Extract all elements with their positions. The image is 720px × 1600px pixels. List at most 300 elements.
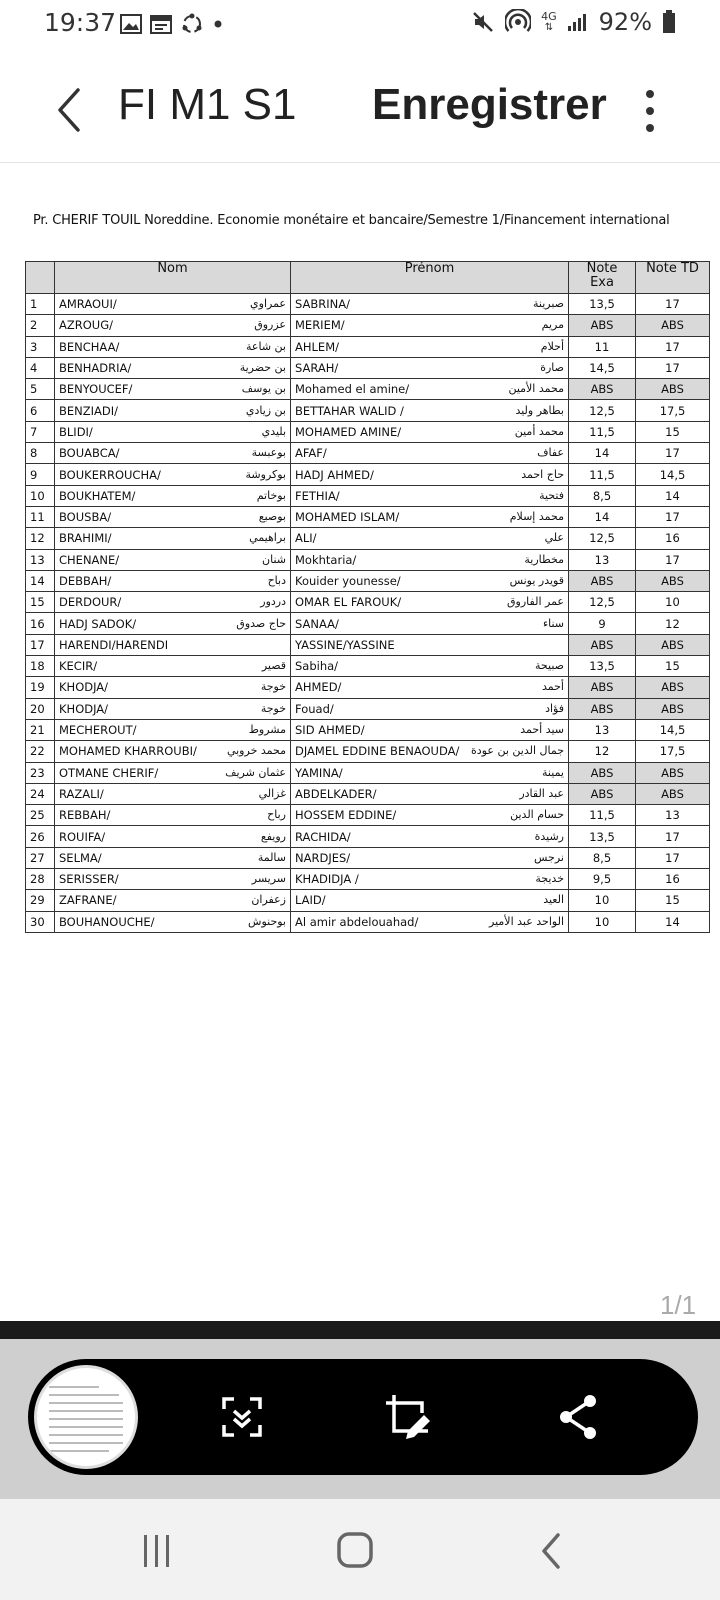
- nom-cell: [55, 336, 291, 357]
- prenom-cell: [291, 826, 569, 847]
- note-td-cell: [636, 485, 710, 506]
- row-number: [26, 677, 55, 698]
- note-exa-value: 8,5: [592, 850, 612, 865]
- note-td-cell: [636, 783, 710, 804]
- note-exa-value: ABS: [590, 318, 614, 333]
- nom-cell: [55, 847, 291, 868]
- nom-cell: [55, 421, 291, 442]
- nom-cell: [55, 656, 291, 677]
- nom-latin: REBBAH/: [59, 808, 111, 823]
- nom-latin: BOUABCA/: [59, 446, 120, 461]
- prenom-latin: HOSSEM EDDINE/: [295, 808, 397, 823]
- nom-cell: [55, 443, 291, 464]
- nom-cell: [55, 506, 291, 527]
- prenom-arabic: علي: [544, 531, 564, 545]
- table-row: [26, 656, 710, 677]
- nom-latin: ZAFRANE/: [59, 893, 117, 908]
- nom-arabic: خوجة: [260, 701, 286, 715]
- prenom-arabic: مخطارية: [524, 552, 564, 566]
- nom-arabic: عثمان شريف: [225, 765, 286, 779]
- prenom-latin: Mohamed el amine/: [295, 382, 410, 397]
- prenom-arabic: فتحية: [539, 488, 564, 502]
- prenom-cell: [291, 592, 569, 613]
- note-exa-cell: [569, 719, 636, 740]
- note-td-value: 16: [665, 872, 680, 887]
- note-td-cell: [636, 911, 710, 932]
- row-number-text: 4: [30, 361, 38, 376]
- nom-arabic: مشروط: [248, 723, 286, 737]
- prenom-latin: Mokhtaria/: [295, 552, 357, 567]
- prenom-arabic: صبرينة: [532, 297, 564, 311]
- nom-latin: AMRAOUI/: [59, 297, 117, 312]
- note-td-value: 17: [665, 339, 680, 354]
- row-number-text: 28: [30, 872, 45, 887]
- row-number: [26, 634, 55, 655]
- table-row: [26, 741, 710, 762]
- note-td-cell: [636, 592, 710, 613]
- prenom-latin: SANAA/: [295, 616, 339, 631]
- nom-cell: [55, 911, 291, 932]
- nom-cell: [55, 592, 291, 613]
- prenom-latin: Sabiha/: [295, 659, 339, 674]
- more-vertical-icon: [630, 86, 670, 136]
- nom-arabic: زعفران: [251, 893, 286, 907]
- row-number-text: 5: [30, 382, 38, 397]
- prenom-latin: SARAH/: [295, 361, 339, 376]
- prenom-arabic: سناء: [542, 616, 564, 630]
- note-td-value: ABS: [661, 382, 684, 397]
- row-number-text: 27: [30, 850, 45, 865]
- row-number-text: 25: [30, 808, 45, 823]
- thumb-line: [49, 1418, 123, 1420]
- nom-latin: MECHEROUT/: [59, 723, 137, 738]
- prenom-cell: [291, 400, 569, 421]
- row-number-text: 21: [30, 723, 45, 738]
- prenom-arabic: عمر الفاروق: [507, 595, 564, 609]
- note-exa-cell: [569, 847, 636, 868]
- image-icon: [120, 14, 142, 34]
- prenom-latin: OMAR EL FAROUK/: [295, 595, 402, 610]
- row-number: [26, 656, 55, 677]
- chevron-left-icon: [50, 82, 90, 138]
- prenom-latin: Fouad/: [295, 701, 334, 716]
- nom-cell: [55, 315, 291, 336]
- note-exa-value: 11,5: [589, 808, 615, 823]
- prenom-arabic: العيد: [543, 893, 564, 907]
- table-row: [26, 357, 710, 378]
- nom-arabic: رباح: [267, 808, 286, 822]
- note-td-cell: [636, 336, 710, 357]
- prenom-cell: [291, 741, 569, 762]
- prenom-arabic: عفاف: [537, 446, 564, 460]
- nom-cell: [55, 549, 291, 570]
- note-td-cell: [636, 741, 710, 762]
- note-td-value: 13: [665, 808, 680, 823]
- table-row: [26, 485, 710, 506]
- prenom-latin: AFAF/: [295, 446, 327, 461]
- nom-arabic: خوجة: [260, 680, 286, 694]
- table-row: [26, 634, 710, 655]
- network-icon: 4G ⇅: [541, 10, 557, 33]
- note-td-cell: [636, 677, 710, 698]
- thumb-line: [49, 1402, 123, 1404]
- note-exa-value: 11: [594, 339, 610, 354]
- nom-cell: [55, 677, 291, 698]
- note-exa-value: 14: [594, 446, 610, 461]
- note-td-value: 17: [665, 510, 680, 525]
- nom-cell: [55, 570, 291, 591]
- note-exa-cell: [569, 613, 636, 634]
- note-exa-value: 11,5: [589, 467, 615, 482]
- recents-button[interactable]: [132, 1529, 182, 1573]
- row-number: [26, 570, 55, 591]
- prenom-arabic: حاج احمد: [521, 467, 564, 481]
- nom-arabic: بليدي: [261, 424, 286, 438]
- note-td-cell: [636, 656, 710, 677]
- prenom-arabic: عبد القادر: [519, 786, 564, 800]
- screenshot-toolbar: [28, 1359, 698, 1475]
- nom-arabic: حاج صدوق: [236, 616, 286, 630]
- note-td-cell: [636, 634, 710, 655]
- prenom-cell: [291, 464, 569, 485]
- thumb-line: [49, 1450, 109, 1452]
- prenom-latin: KHADIDJA /: [295, 872, 359, 887]
- nom-arabic: عمراوي: [250, 297, 286, 311]
- signal-icon: [567, 12, 589, 32]
- row-number: [26, 485, 55, 506]
- document-header: Pr. CHERIF TOUIL Noreddine. Economie monétaire et bancaire/Semestre 1/Financement international: [33, 213, 670, 228]
- prenom-latin: YAMINA/: [295, 765, 343, 780]
- row-number-text: 2: [30, 318, 38, 333]
- screenshot-edge: [0, 1321, 720, 1339]
- prenom-latin: NARDJES/: [295, 850, 351, 865]
- table-row: [26, 698, 710, 719]
- nom-cell: [55, 869, 291, 890]
- prenom-arabic: محمد أمين: [514, 424, 564, 438]
- note-exa-value: 12,5: [589, 595, 615, 610]
- prenom-cell: [291, 634, 569, 655]
- thumb-line: [49, 1434, 123, 1436]
- row-number-text: 16: [30, 616, 45, 631]
- scroll-capture-button[interactable]: [212, 1387, 272, 1447]
- nom-cell: [55, 762, 291, 783]
- row-number-text: 14: [30, 574, 45, 588]
- status-icons-left: [120, 12, 224, 36]
- table-row: [26, 549, 710, 570]
- nom-cell: [55, 485, 291, 506]
- note-td-cell: [636, 464, 710, 485]
- prenom-latin: YASSINE/YASSINE: [295, 637, 395, 652]
- prenom-cell: [291, 847, 569, 868]
- row-number: [26, 592, 55, 613]
- note-td-cell: [636, 613, 710, 634]
- prenom-arabic: فؤاد: [545, 701, 564, 715]
- crop-edit-icon: [378, 1387, 438, 1447]
- nom-arabic: بوعبسة: [251, 446, 286, 460]
- nav-back-button[interactable]: [528, 1529, 578, 1573]
- nom-arabic: بوحنوش: [248, 914, 286, 928]
- note-exa-cell: [569, 506, 636, 527]
- table-row: [26, 570, 710, 591]
- table-row: [26, 592, 710, 613]
- nom-arabic: محمد خروبي: [226, 744, 286, 758]
- prenom-arabic: جمال الدين بن عودة: [471, 744, 564, 758]
- status-bar: [0, 0, 720, 48]
- nom-latin: CHENANE/: [59, 552, 120, 567]
- note-td-value: 17: [665, 297, 680, 312]
- prenom-cell: [291, 379, 569, 400]
- table-row: [26, 890, 710, 911]
- row-number: [26, 400, 55, 421]
- table-row: [26, 869, 710, 890]
- note-td-value: ABS: [661, 637, 684, 652]
- row-number-text: 6: [30, 403, 38, 418]
- home-button[interactable]: [330, 1529, 380, 1573]
- prenom-latin: AHMED/: [295, 680, 342, 695]
- back-button[interactable]: [50, 82, 90, 138]
- note-td-value: ABS: [661, 786, 684, 801]
- col-note-exa-header: Note Exa: [569, 262, 636, 294]
- network-label: 4G: [541, 10, 557, 23]
- note-td-cell: [636, 357, 710, 378]
- prenom-cell: [291, 294, 569, 315]
- thumb-line: [49, 1442, 123, 1444]
- prenom-latin: AHLEM/: [295, 339, 339, 354]
- nom-latin: BENCHAA/: [59, 339, 120, 354]
- status-time: 19:37: [44, 8, 117, 37]
- table-row: [26, 762, 710, 783]
- note-td-cell: [636, 379, 710, 400]
- nom-arabic: بن حضرية: [239, 361, 286, 375]
- row-number-text: 29: [30, 893, 45, 908]
- note-exa-cell: [569, 656, 636, 677]
- note-exa-cell: [569, 528, 636, 549]
- prenom-latin: HADJ AHMED/: [295, 467, 374, 482]
- prenom-cell: [291, 783, 569, 804]
- note-td-value: 16: [665, 531, 680, 546]
- battery-icon: [662, 10, 676, 34]
- prenom-arabic: صارة: [540, 361, 564, 375]
- note-exa-cell: [569, 826, 636, 847]
- nom-arabic: دردور: [260, 595, 286, 609]
- row-number: [26, 890, 55, 911]
- row-number-text: 24: [30, 786, 45, 801]
- nom-latin: BENHADRIA/: [59, 361, 132, 376]
- note-td-value: 17: [665, 850, 680, 865]
- row-number-text: 30: [30, 914, 45, 929]
- table-row: [26, 336, 710, 357]
- prenom-cell: [291, 570, 569, 591]
- table-row: [26, 400, 710, 421]
- prenom-cell: [291, 528, 569, 549]
- nom-arabic: غزالي: [258, 786, 286, 800]
- prenom-arabic: أحلام: [540, 339, 564, 353]
- note-exa-cell: [569, 421, 636, 442]
- row-number: [26, 869, 55, 890]
- table-row: [26, 421, 710, 442]
- document-page[interactable]: [0, 163, 720, 1321]
- prenom-arabic: خديجة: [535, 872, 564, 886]
- prenom-cell: [291, 549, 569, 570]
- thumb-line: [49, 1394, 119, 1396]
- table-row: [26, 315, 710, 336]
- note-td-cell: [636, 421, 710, 442]
- row-number: [26, 443, 55, 464]
- nom-arabic: بوخاتم: [256, 488, 286, 502]
- nom-cell: [55, 783, 291, 804]
- note-td-value: 17: [665, 552, 680, 567]
- note-td-cell: [636, 869, 710, 890]
- note-exa-value: 10: [594, 914, 610, 929]
- nom-arabic: سريسر: [251, 872, 286, 886]
- nom-arabic: بن يوسف: [241, 382, 286, 396]
- nom-cell: [55, 357, 291, 378]
- row-number: [26, 762, 55, 783]
- row-number-text: 3: [30, 339, 38, 354]
- hotspot-icon: [505, 9, 531, 35]
- row-number: [26, 847, 55, 868]
- nom-cell: [55, 528, 291, 549]
- screenshot-toolbar-area: [0, 1339, 720, 1499]
- note-td-cell: [636, 528, 710, 549]
- prenom-arabic: رشيدة: [534, 829, 564, 843]
- prenom-latin: Al amir abdelouahad/: [295, 914, 419, 929]
- row-number: [26, 805, 55, 826]
- nom-latin: BOUSBA/: [59, 510, 112, 525]
- note-td-cell: [636, 400, 710, 421]
- nom-arabic: قصير: [261, 659, 286, 673]
- note-exa-value: 14,5: [589, 361, 615, 376]
- note-exa-value: 11,5: [589, 424, 615, 439]
- prenom-arabic: محمد الأمين: [508, 382, 564, 396]
- share-button[interactable]: [548, 1387, 608, 1447]
- note-td-cell: [636, 294, 710, 315]
- crop-edit-button[interactable]: [378, 1387, 438, 1447]
- prenom-latin: MERIEM/: [295, 318, 345, 333]
- scroll-capture-icon: [212, 1387, 272, 1447]
- table-row: [26, 677, 710, 698]
- nom-latin: MOHAMED KHARROUBI/: [59, 744, 197, 759]
- row-number: [26, 421, 55, 442]
- nom-arabic: بن شاعة: [246, 339, 286, 353]
- prenom-cell: [291, 613, 569, 634]
- prenom-cell: [291, 805, 569, 826]
- note-exa-value: ABS: [590, 680, 614, 695]
- note-td-value: ABS: [661, 701, 684, 716]
- row-number: [26, 741, 55, 762]
- note-exa-value: 13,5: [589, 659, 615, 674]
- note-exa-cell: [569, 570, 636, 591]
- prenom-arabic: صبيحة: [535, 659, 564, 673]
- note-exa-cell: [569, 677, 636, 698]
- prenom-arabic: نرجس: [534, 850, 564, 864]
- back-icon: [528, 1529, 578, 1573]
- nom-latin: BENYOUCEF/: [59, 382, 133, 397]
- note-exa-value: ABS: [590, 786, 614, 801]
- table-row: [26, 506, 710, 527]
- note-td-cell: [636, 570, 710, 591]
- nom-cell: [55, 826, 291, 847]
- nom-latin: OTMANE CHERIF/: [59, 765, 159, 780]
- note-td-value: 17,5: [659, 744, 686, 759]
- thumb-line: [49, 1426, 123, 1428]
- nom-latin: DEBBAH/: [59, 574, 112, 588]
- nom-latin: BOUKHATEM/: [59, 488, 136, 503]
- nom-arabic: بن زيادي: [245, 403, 286, 417]
- prenom-cell: [291, 315, 569, 336]
- note-td-value: ABS: [661, 318, 684, 333]
- screenshot-thumbnail[interactable]: [34, 1365, 138, 1469]
- note-td-value: 17,5: [659, 403, 686, 418]
- table-row: [26, 443, 710, 464]
- note-td-cell: [636, 826, 710, 847]
- prenom-arabic: بطاهر وليد: [515, 403, 564, 417]
- note-td-value: 14,5: [659, 467, 686, 482]
- nom-latin: KHODJA/: [59, 701, 109, 716]
- prenom-latin: Kouider younesse/: [295, 574, 401, 588]
- row-number-text: 26: [30, 829, 45, 844]
- note-td-value: 17: [665, 829, 680, 844]
- prenom-arabic: محمد إسلام: [509, 510, 564, 524]
- note-exa-value: 9: [598, 616, 606, 631]
- nom-cell: [55, 741, 291, 762]
- note-exa-cell: [569, 400, 636, 421]
- nom-cell: [55, 379, 291, 400]
- nom-arabic: عزروق: [254, 318, 286, 332]
- col-num-header: [26, 262, 55, 294]
- nom-cell: [55, 698, 291, 719]
- table-row: [26, 911, 710, 932]
- table-row: [26, 783, 710, 804]
- nom-arabic: دباح: [267, 574, 286, 587]
- page-indicator: 1/1: [660, 1290, 697, 1320]
- system-nav-bar: [0, 1499, 720, 1600]
- status-icons-right: [471, 8, 676, 36]
- note-td-cell: [636, 890, 710, 911]
- note-td-cell: [636, 719, 710, 740]
- prenom-arabic: يمينة: [542, 765, 564, 779]
- nom-latin: BRAHIMI/: [59, 531, 112, 546]
- note-exa-cell: [569, 741, 636, 762]
- more-options-button[interactable]: [630, 86, 670, 136]
- note-td-value: 14: [665, 914, 680, 929]
- prenom-cell: [291, 677, 569, 698]
- row-number-text: 17: [30, 637, 45, 652]
- mute-icon: [471, 10, 495, 34]
- recents-icon: [132, 1529, 182, 1573]
- note-exa-cell: [569, 357, 636, 378]
- row-number-text: 11: [30, 510, 45, 525]
- row-number: [26, 826, 55, 847]
- row-number: [26, 719, 55, 740]
- note-td-value: 12: [665, 616, 680, 631]
- prenom-cell: [291, 869, 569, 890]
- prenom-latin: DJAMEL EDDINE BENAOUDA/: [295, 744, 460, 759]
- note-td-cell: [636, 506, 710, 527]
- prenom-latin: MOHAMED AMINE/: [295, 424, 402, 439]
- note-exa-value: 14: [594, 510, 610, 525]
- prenom-latin: SID AHMED/: [295, 723, 365, 738]
- table-row: [26, 826, 710, 847]
- thumb-line: [49, 1386, 99, 1388]
- table-row: [26, 528, 710, 549]
- save-button[interactable]: Enregistrer: [372, 80, 607, 129]
- row-number: [26, 549, 55, 570]
- prenom-latin: MOHAMED ISLAM/: [295, 510, 400, 525]
- table-row: [26, 613, 710, 634]
- note-exa-cell: [569, 783, 636, 804]
- nom-latin: AZROUG/: [59, 318, 113, 333]
